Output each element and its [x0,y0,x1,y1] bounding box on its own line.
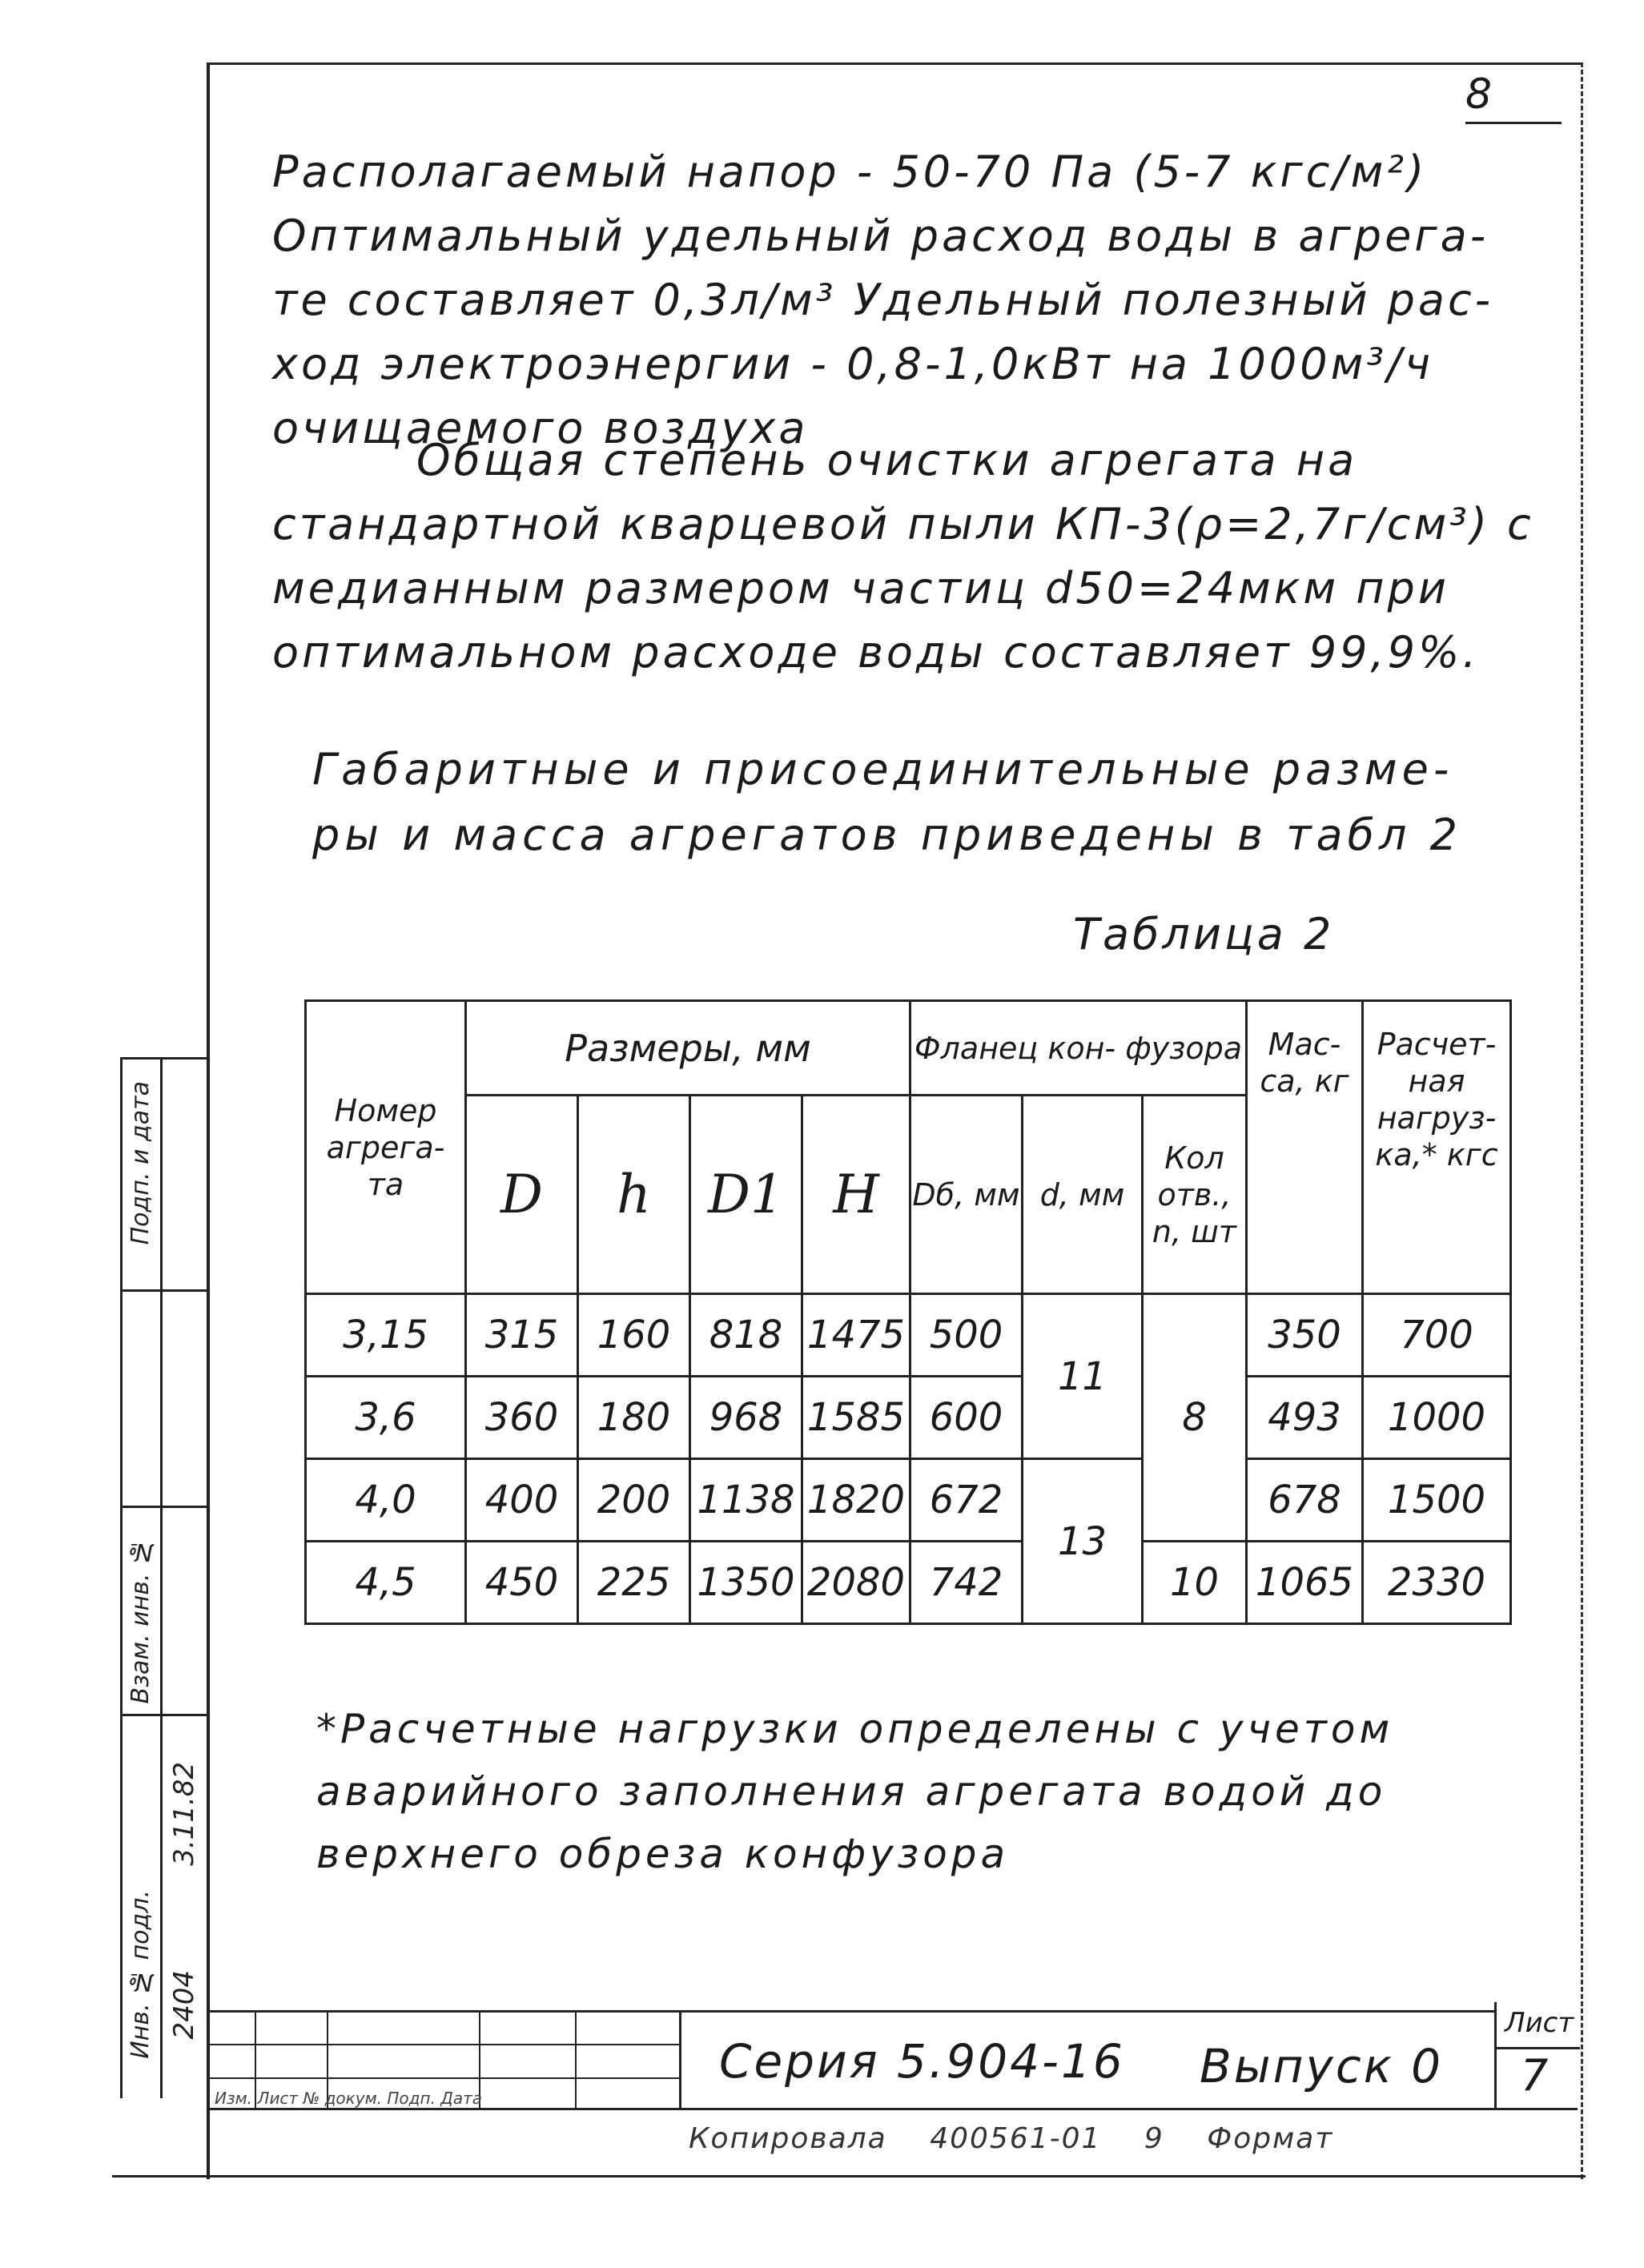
header-flange-d: d, мм [1023,1096,1143,1294]
cell-Db: 742 [910,1542,1023,1624]
text-line: ры и масса агрегатов приведены в табл 2 [312,810,1462,860]
copied-label: Копировала [689,2122,887,2155]
stamp-rule [120,1506,208,1508]
text-line: Габаритные и присоединительные разме- [312,744,1454,794]
cell-load: 1500 [1363,1459,1511,1542]
header-design-load: Расчет- ная нагруз- ка,* кгс [1363,1001,1511,1294]
sheet-box-divider [1497,2047,1580,2049]
stamp-rule [160,1057,163,2098]
cell-mass: 350 [1247,1294,1363,1377]
text-line: Общая степень очистки агрегата на [416,435,1358,485]
cell-number: 3,6 [306,1377,466,1459]
stamp-sign-date-label: Подп. и дата [127,1081,155,1245]
text-line: очищаемого воздуха [272,403,809,453]
header-flange: Фланец кон- фузора [910,1001,1247,1096]
page-mark: 8 [1465,70,1493,119]
sheet-number: 7 [1521,2050,1549,2101]
table-row [306,1459,1511,1542]
cell-D: 400 [466,1459,578,1542]
table-row [306,1377,1511,1459]
cell-H: 1585 [802,1377,910,1459]
issue-label: Выпуск 0 [1200,2039,1444,2093]
title-block-rule [679,2010,681,2110]
copy-code: 400561-01 [930,2122,1102,2155]
text-line: Оптимальный удельный расход воды в агрега- [272,211,1489,261]
header-dim-h: h [578,1096,690,1294]
cell-D: 315 [466,1294,578,1377]
header-flange-holes: Кол отв., n, шт [1143,1096,1247,1294]
text-line: медианным размером частиц d50=24мкм при [272,563,1449,613]
cell-H: 1475 [802,1294,910,1377]
copy-stamp-line [689,2122,1365,2155]
grid-line [207,2077,679,2079]
cell-D1: 1350 [690,1542,802,1624]
header-dimensions: Размеры, мм [466,1001,910,1096]
paragraph-table-reference [312,737,1594,868]
title-block [207,2007,1578,2110]
cell-h: 225 [578,1542,690,1624]
sheet-box [1494,2002,1580,2110]
header-dim-D1: D1 [690,1096,802,1294]
copy-number: 9 [1144,2122,1164,2155]
cell-D1: 1138 [690,1459,802,1542]
revision-grid-labels: Изм. Лист № докум. Подп. Дата [215,2089,483,2108]
cell-mass: 1065 [1247,1542,1363,1624]
table-footnote [316,1698,1393,1885]
cell-d-merged: 13 [1023,1459,1143,1624]
cell-number: 3,15 [306,1294,466,1377]
cell-Db: 500 [910,1294,1023,1377]
text-line: *Расчетные нагрузки определены с учетом [316,1706,1394,1752]
cell-load: 700 [1363,1294,1511,1377]
cell-D1: 818 [690,1294,802,1377]
cell-D: 450 [466,1542,578,1624]
cell-load: 1000 [1363,1377,1511,1459]
stamp-rule [120,1714,208,1716]
stamp-rule [207,1057,209,2098]
cell-h: 200 [578,1459,690,1542]
header-flange-Db: Dб, мм [910,1096,1023,1294]
stamp-inv-original-label: Инв. № подл. [127,1890,155,2059]
paragraph-pressure-consumption [272,140,1554,460]
stamp-inv-dup-label: Взам. инв. № [127,1538,155,1704]
grid-line [575,2010,577,2110]
cell-number: 4,5 [306,1542,466,1624]
header-mass: Мас- са, кг [1247,1001,1363,1294]
cell-mass: 493 [1247,1377,1363,1459]
cell-mass: 678 [1247,1459,1363,1542]
text-line: Располагаемый напор - 50-70 Па (5-7 кгс/м²) [272,147,1428,197]
revision-grid [207,2010,679,2110]
cell-Db: 600 [910,1377,1023,1459]
cell-h: 160 [578,1294,690,1377]
page-mark-underline [1465,122,1562,124]
text-line: стандартной кварцевой пыли КП-3(ρ=2,7г/см³) с [272,499,1534,549]
cell-H: 2080 [802,1542,910,1624]
cell-d-merged: 11 [1023,1294,1143,1459]
header-unit-number: Номер агрега- та [306,1001,466,1294]
stamp-number: 2404 [168,1970,200,2040]
page-bottom-rule [112,2175,1586,2178]
table-caption: Таблица 2 [1073,909,1335,959]
dimensions-table [304,999,1512,1625]
stamp-rule [120,1057,123,2098]
series-label: Серия 5.904-16 [719,2034,1125,2089]
grid-line [207,2044,679,2045]
table-row [306,1542,1511,1624]
text-line: те составляет 0,3л/м³ Удельный полезный рас- [272,275,1494,325]
cell-n-merged: 8 [1143,1294,1247,1542]
header-dim-D: D [466,1096,578,1294]
cell-h: 180 [578,1377,690,1459]
header-dim-H: H [802,1096,910,1294]
cell-number: 4,0 [306,1459,466,1542]
text-line: верхнего обреза конфузора [316,1831,1010,1877]
text-line: оптимальном расходе воды составляет 99,9%. [272,627,1480,678]
stamp-rule [120,1289,208,1292]
cell-D1: 968 [690,1377,802,1459]
left-margin-stamp [120,1057,208,2098]
text-line: аварийного заполнения агрегата водой до [316,1768,1387,1815]
stamp-rule [120,1057,208,1060]
cell-H: 1820 [802,1459,910,1542]
cell-load: 2330 [1363,1542,1511,1624]
cell-n: 10 [1143,1542,1247,1624]
paragraph-cleaning-degree [272,428,1554,685]
format-label: Формат [1207,2122,1334,2155]
stamp-date: 3.11.82 [168,1762,200,1866]
sheet-label: Лист [1505,2007,1574,2039]
cell-D: 360 [466,1377,578,1459]
cell-Db: 672 [910,1459,1023,1542]
table-row [306,1294,1511,1377]
text-line: ход электроэнергии - 0,8-1,0кВт на 1000м³/ч [272,339,1434,389]
